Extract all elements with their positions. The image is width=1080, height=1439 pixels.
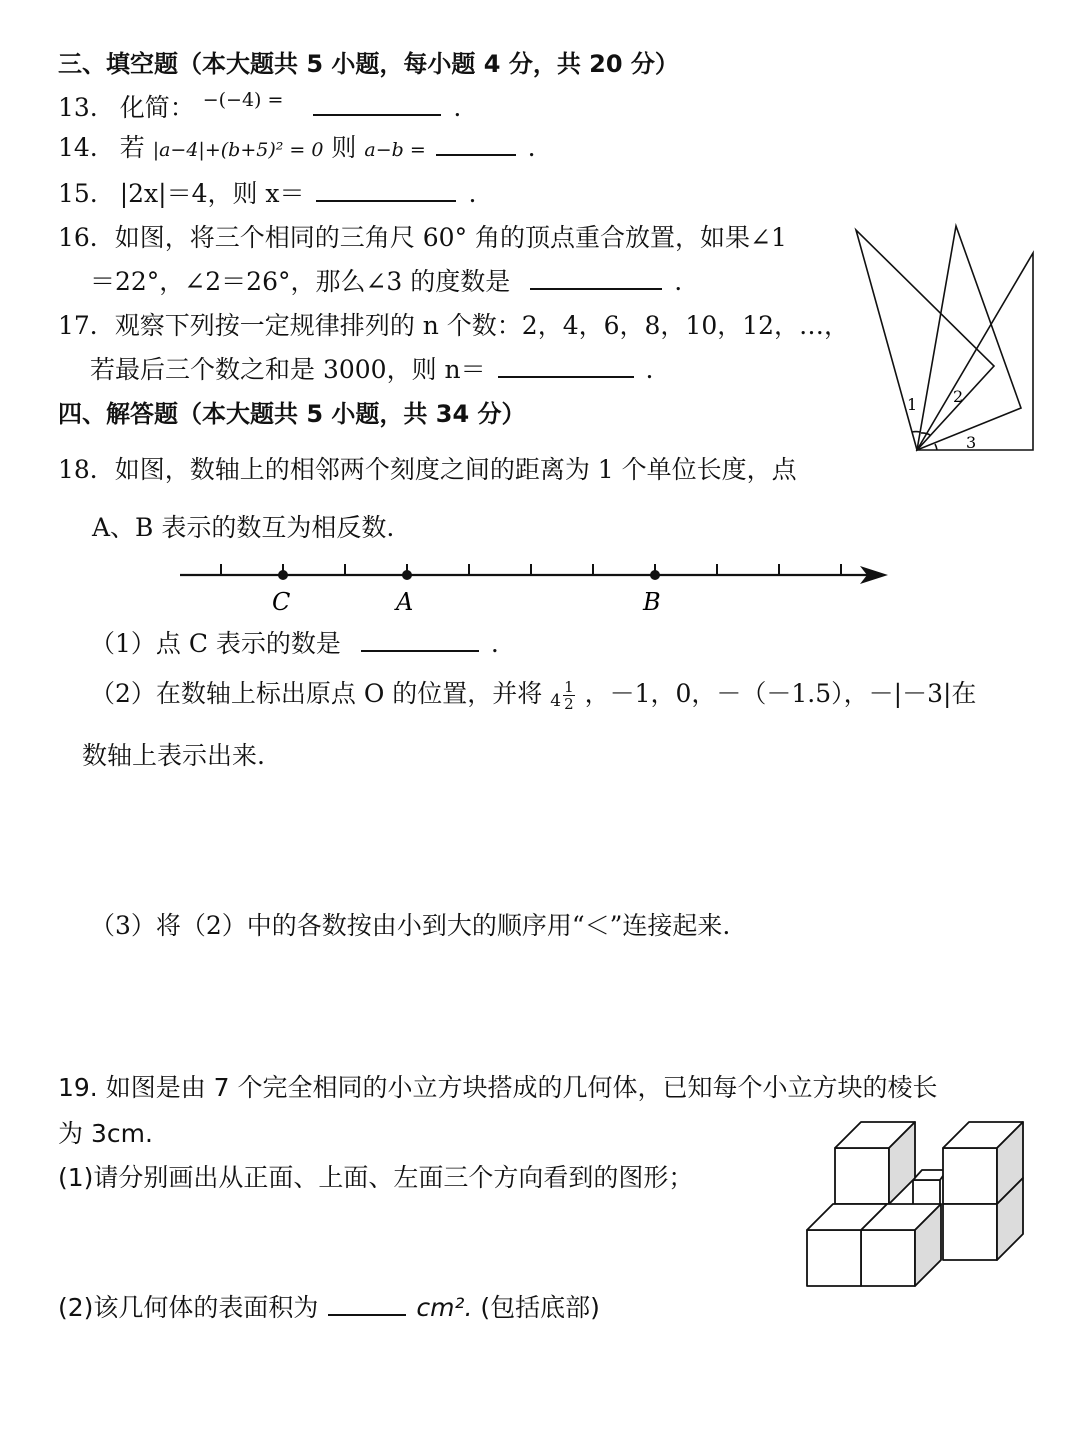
question-15-period: .: [468, 179, 477, 208]
triangle-ruler-2: [917, 226, 1021, 450]
question-19-part-2-text: (2)该几何体的表面积为: [58, 1293, 319, 1322]
question-15-expression: |2x|＝4，则 x＝: [119, 179, 305, 208]
angle-3-label: 3: [966, 433, 977, 452]
question-13-period: .: [453, 93, 462, 122]
point-c-label: C: [272, 588, 291, 616]
question-16-period: .: [674, 267, 683, 296]
question-15: [58, 178, 476, 210]
question-19-line-2: 为 3cm.: [58, 1119, 153, 1148]
fraction-numerator: 1: [564, 678, 574, 696]
question-18-part-1-answer-blank[interactable]: [361, 628, 479, 652]
angle-2-label: 2: [953, 387, 964, 406]
point-b-label: B: [643, 588, 661, 616]
question-16-line-2-text: ＝22°，∠2＝26°，那么∠3 的度数是: [90, 267, 511, 296]
question-14-text-mid: 则: [331, 133, 357, 162]
question-14-period: .: [527, 133, 536, 162]
triangle-ruler-1: [856, 230, 994, 450]
question-19-part-1: (1)请分别画出从正面、上面、左面三个方向看到的图形；: [58, 1163, 694, 1192]
question-14-answer-blank[interactable]: [436, 132, 516, 156]
section-4-heading: 四、解答题（本大题共 5 小题，共 34 分）: [58, 400, 526, 428]
section-3-heading: 三、填空题（本大题共 5 小题，每小题 4 分，共 20 分）: [58, 50, 679, 78]
question-19-line-1: 19. 如图是由 7 个完全相同的小立方块搭成的几何体，已知每个小立方块的棱长: [58, 1073, 938, 1102]
question-18-line-1: 18．如图，数轴上的相邻两个刻度之间的距离为 1 个单位长度，点: [58, 455, 797, 484]
cube-top-left-front: [835, 1148, 889, 1204]
question-19-part-2-note: (包括底部): [480, 1293, 600, 1322]
question-18-part-3: （3）将（2）中的各数按由小到大的顺序用“＜”连接起来.: [90, 911, 731, 940]
point-a-label: A: [396, 588, 414, 616]
question-18-part-2-numbers: ，－1，0，－（－1.5），－|－3|在: [584, 679, 977, 708]
question-15-number: 15.: [58, 179, 98, 208]
cube-solid-figure: [800, 1118, 1030, 1290]
mixed-number-fraction: [563, 679, 575, 712]
question-13-answer-blank[interactable]: [313, 92, 441, 116]
point-a-dot: [402, 570, 412, 580]
point-c-dot: [278, 570, 288, 580]
point-b-dot: [650, 570, 660, 580]
question-17-line-2-text: 若最后三个数之和是 3000，则 n＝: [90, 355, 486, 384]
question-18-part-1-period: .: [490, 629, 499, 658]
question-13-text: 化简：: [119, 93, 195, 122]
question-14: [58, 132, 536, 166]
question-16-line-2: [90, 266, 682, 298]
question-16-line-1: 16．如图，将三个相同的三角尺 60° 角的顶点重合放置，如果∠1: [58, 223, 787, 252]
question-18-line-2: A、B 表示的数互为相反数.: [92, 513, 395, 542]
question-17-answer-blank[interactable]: [498, 354, 634, 378]
question-13-expression: −(−4) =: [202, 89, 284, 111]
question-15-answer-blank[interactable]: [316, 178, 456, 202]
question-14-expression: |a−4|+(b+5)² = 0: [152, 139, 324, 161]
question-14-number: 14.: [58, 133, 98, 162]
number-line: [170, 555, 900, 625]
question-17-line-1: 17．观察下列按一定规律排列的 n 个数：2，4，6，8，10，12，…，: [58, 311, 850, 340]
question-19-part-2: [58, 1292, 600, 1324]
question-18-part-2: [90, 678, 976, 717]
question-13-number: 13.: [58, 93, 98, 122]
cube-top-right-front: [943, 1148, 997, 1204]
question-16-answer-blank[interactable]: [530, 266, 662, 290]
question-13: [58, 89, 462, 126]
question-14-expression-2: a−b =: [364, 139, 426, 161]
mixed-number-whole: 4: [550, 691, 562, 711]
question-18-part-1-text: （1）点 C 表示的数是: [90, 629, 341, 658]
question-17-line-2: [90, 354, 653, 386]
question-19-answer-blank[interactable]: [328, 1292, 406, 1316]
question-18-part-1: [90, 628, 499, 660]
question-17-period: .: [645, 355, 654, 384]
angle-1-label: 1: [907, 395, 918, 414]
triangle-rulers-figure: [846, 218, 1042, 458]
question-18-part-2-text: （2）在数轴上标出原点 O 的位置，并将: [90, 679, 543, 708]
question-18-part-2-line-2: 数轴上表示出来.: [82, 741, 265, 770]
fraction-denominator: 2: [564, 695, 574, 713]
question-14-text-before: 若: [119, 133, 145, 162]
question-19-unit: cm².: [416, 1293, 473, 1322]
